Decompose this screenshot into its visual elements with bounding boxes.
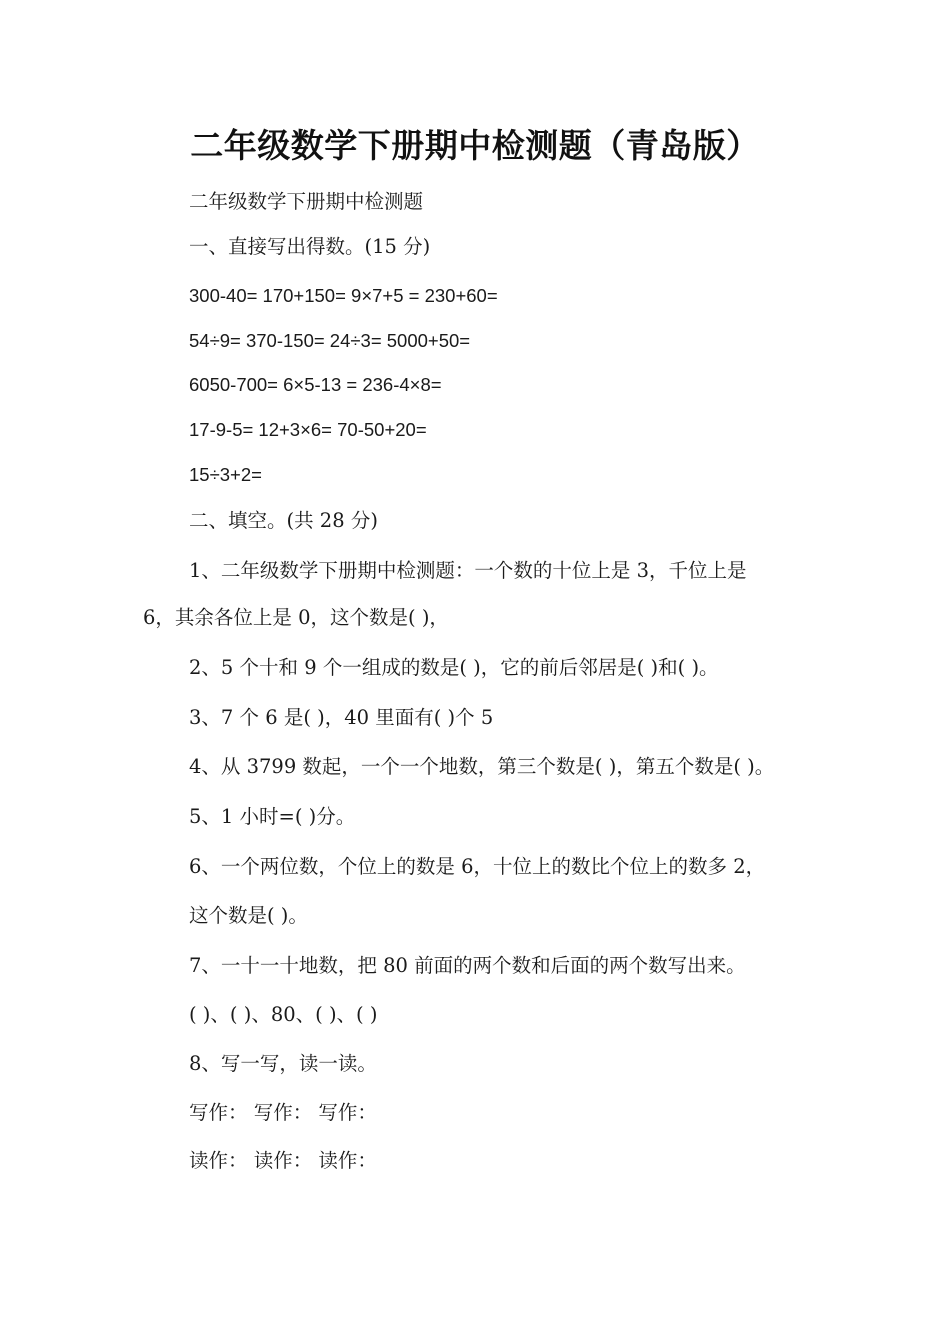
arithmetic-row-2: 54÷9= 370-150= 24÷3= 5000+50= — [189, 330, 471, 351]
question-6-line-2: 这个数是( )。 — [189, 904, 308, 927]
arithmetic-row-4: 17-9-5= 12+3×6= 70-50+20= — [189, 419, 427, 440]
question-2: 2、5 个十和 9 个一组成的数是( )，它的前后邻居是( )和( )。 — [189, 656, 719, 679]
question-1-line-1: 1、二年级数学下册期中检测题：一个数的十位上是 3，千位上是 — [189, 559, 747, 582]
question-1-line-2: 6，其余各位上是 0，这个数是( )， — [143, 606, 449, 629]
question-8: 8、写一写，读一读。 — [189, 1052, 377, 1075]
section-2-heading: 二、填空。(共 28 分) — [189, 509, 378, 532]
read-as-row: 读作： 读作： 读作： — [189, 1149, 377, 1172]
arithmetic-row-3: 6050-700= 6×5-13 = 236-4×8= — [189, 374, 442, 395]
arithmetic-row-1: 300-40= 170+150= 9×7+5 = 230+60= — [189, 285, 498, 306]
question-4: 4、从 3799 数起，一个一个地数，第三个数是( )，第五个数是( )。 — [189, 755, 775, 778]
question-5: 5、1 小时=( )分。 — [189, 805, 356, 828]
section-1-heading: 一、直接写出得数。(15 分) — [189, 235, 431, 258]
document-title: 二年级数学下册期中检测题（青岛版） — [190, 126, 760, 165]
question-6-line-1: 6、一个两位数，个位上的数是 6，十位上的数比个位上的数多 2， — [189, 855, 766, 878]
arithmetic-row-5: 15÷3+2= — [189, 464, 262, 485]
question-7-line-1: 7、一十一十地数，把 80 前面的两个数和后面的两个数写出来。 — [189, 954, 746, 977]
write-as-row: 写作： 写作： 写作： — [189, 1101, 377, 1124]
question-7-line-2: ( )、( )、80、( )、( ) — [189, 1003, 378, 1026]
question-3: 3、7 个 6 是( )，40 里面有( )个 5 — [189, 706, 494, 729]
subtitle-line: 二年级数学下册期中检测题 — [189, 190, 424, 213]
